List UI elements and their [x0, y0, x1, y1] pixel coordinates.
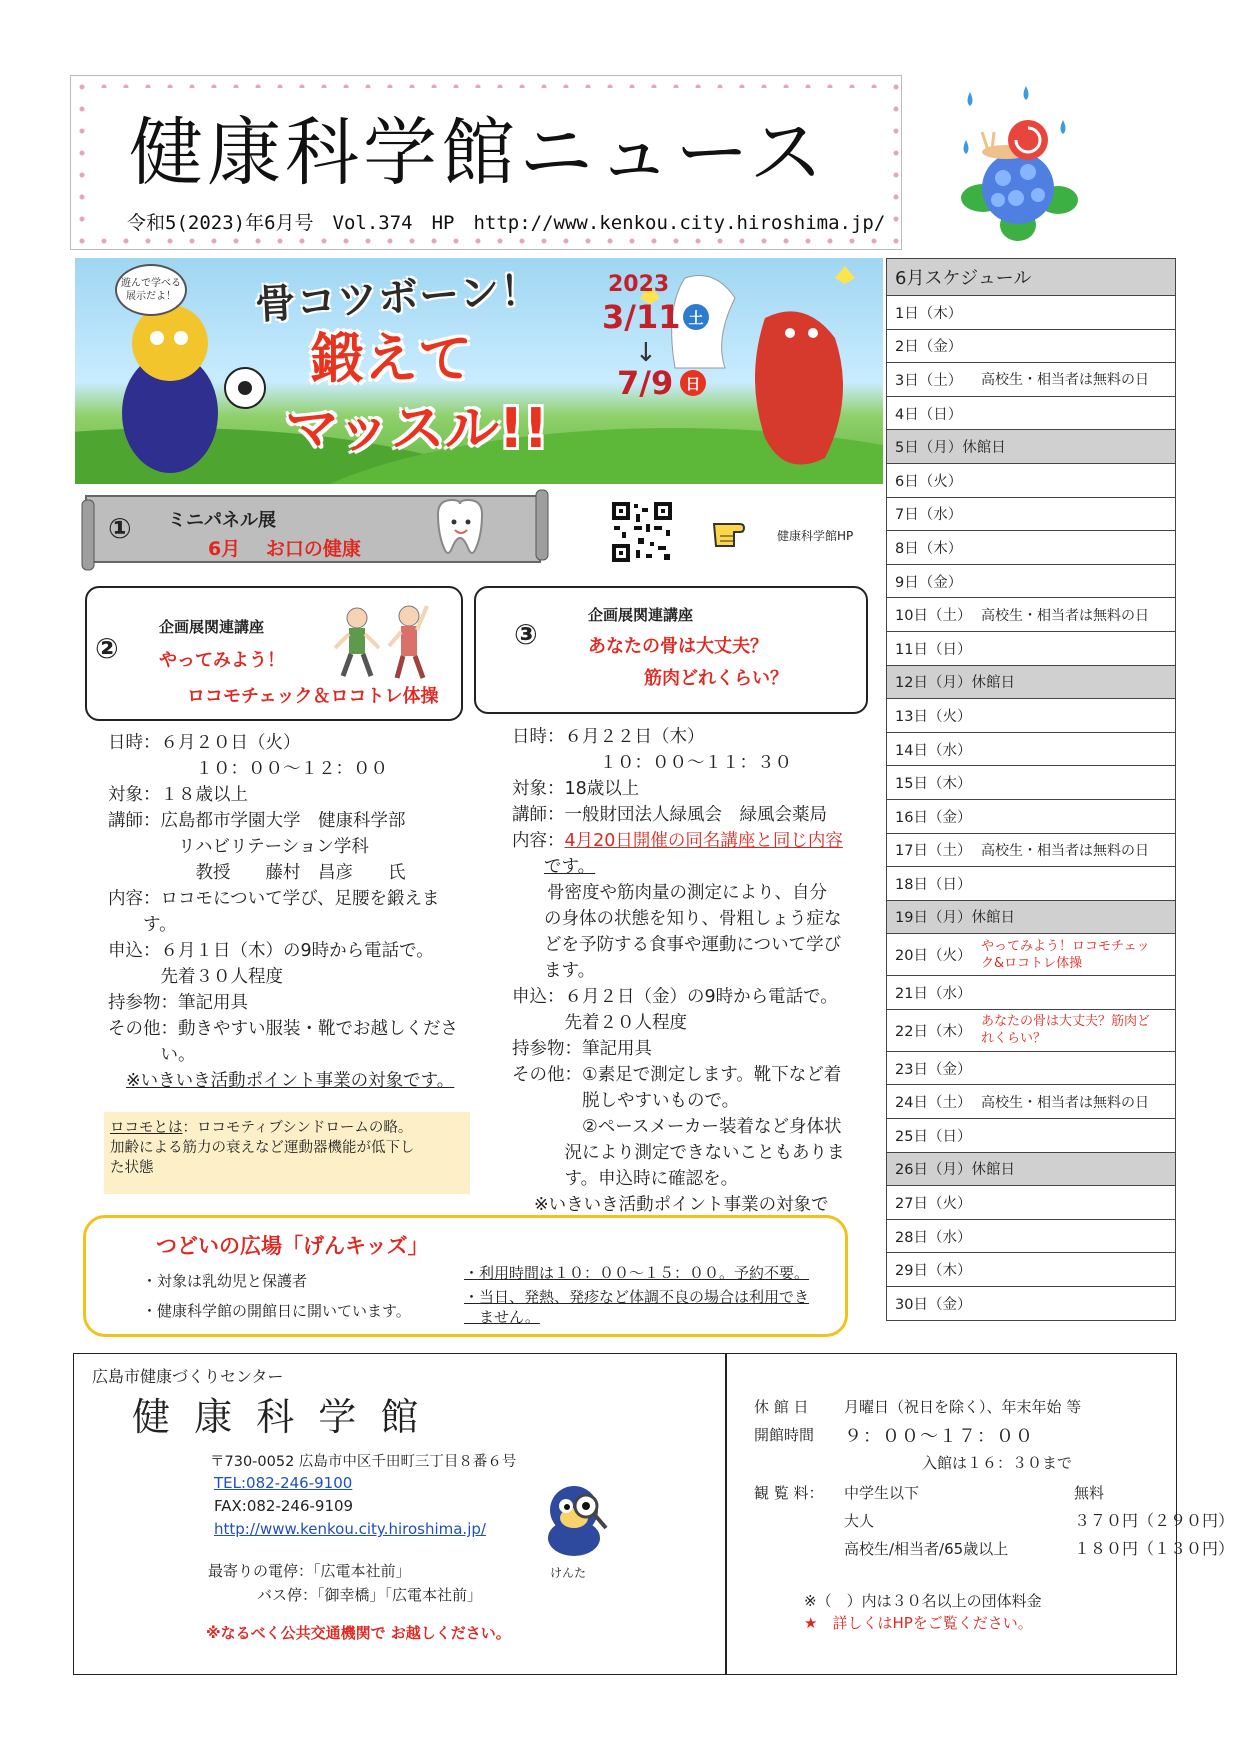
- section2-category: 企画展関連講座: [159, 618, 265, 636]
- schedule-row: [886, 733, 1176, 767]
- schedule-row: [886, 430, 1176, 464]
- schedule-row: [886, 598, 1176, 632]
- section2-title-2: ロコモチェック＆ロコトレ体操: [187, 686, 439, 707]
- exhibition-banner: [75, 258, 883, 484]
- section1-number: ①: [108, 512, 132, 545]
- banner-title-mid: 鍛えて: [310, 327, 472, 390]
- schedule-row: [886, 934, 1176, 976]
- header-frame: [70, 75, 902, 250]
- schedule-date: 4日（日）: [895, 406, 963, 423]
- schedule-row: [886, 1253, 1176, 1287]
- closed-days-label: 休 館 日: [754, 1398, 809, 1416]
- kids-info: ・当日、発熱、発疹など体調不良の場合は利用でき: [464, 1288, 810, 1306]
- fee-price: ３７０円（２９０円）: [1074, 1511, 1235, 1530]
- mascot-name: けんた: [550, 1566, 587, 1580]
- schedule-title: 6月スケジュール: [886, 258, 1176, 296]
- schedule-rows: [886, 296, 1176, 1321]
- transit-note: ※なるべく公共交通機関で お越しください。: [206, 1624, 511, 1642]
- exercising-seniors-icon: [327, 602, 437, 684]
- fee-label: 観 覧 料：: [754, 1484, 824, 1502]
- schedule-row: [886, 867, 1176, 901]
- schedule-row: [886, 1220, 1176, 1254]
- section2-number: ②: [95, 632, 119, 665]
- section3-line: １０：００～１１：３０: [512, 753, 792, 773]
- schedule-date: 2日（金）: [895, 339, 963, 356]
- group-fee-note: ※（ ）内は３０名以上の団体料金: [804, 1592, 1042, 1610]
- schedule-date: 20日（火）: [895, 948, 972, 965]
- schedule-row: [886, 1186, 1176, 1220]
- schedule-event: あなたの骨は大丈夫？筋肉どれくらい？: [981, 1014, 1151, 1047]
- tel-link[interactable]: TEL:082-246-9100: [214, 1474, 353, 1492]
- schedule-date: 26日（月）休館日: [895, 1162, 1015, 1179]
- schedule-date: 17日（土）: [895, 843, 972, 860]
- section2-point-note: ※いきいき活動ポイント事業の対象です。: [126, 1071, 455, 1091]
- banner-title-bottom: マッスル!!: [285, 397, 549, 460]
- schedule-row: [886, 976, 1176, 1010]
- schedule-date: 23日（金）: [895, 1061, 972, 1078]
- section2-line: 内容：ロコモについて学び、足腰を鍛えま: [108, 889, 440, 909]
- section3-line: ます。: [544, 961, 596, 981]
- closed-days-value: 月曜日（祝日を除く）、年末年始 等: [844, 1398, 1082, 1416]
- locomo-text: 加齢による筋力の衰えなど運動器機能が低下し: [110, 1140, 415, 1156]
- schedule-date: 24日（土）: [895, 1095, 972, 1112]
- fee-category: 高校生/相当者/65歳以上: [844, 1540, 1009, 1558]
- fee-price: 無料: [1074, 1484, 1105, 1502]
- website-link[interactable]: http://www.kenkou.city.hiroshima.jp/: [214, 1520, 486, 1538]
- fee-category: 大人: [844, 1512, 875, 1530]
- kids-title: つどいの広場「げんキッズ」: [156, 1234, 429, 1258]
- schedule-row: [886, 1052, 1176, 1086]
- section1-heading: ミニパネル展: [168, 510, 276, 531]
- arrow-down-icon: ↓: [635, 338, 657, 368]
- schedule-row: [886, 464, 1176, 498]
- speech-bubble: 遊んで学べる展示だよ！: [115, 264, 187, 316]
- schedule-date: 8日（木）: [895, 540, 963, 557]
- section2-line: い。: [108, 1045, 196, 1065]
- qr-code-icon[interactable]: [610, 500, 674, 564]
- schedule-date: 22日（木）: [895, 1023, 972, 1040]
- kids-info: ・健康科学館の開館日に開いています。: [142, 1302, 411, 1320]
- schedule-date: 30日（金）: [895, 1296, 972, 1313]
- schedule-row: [886, 330, 1176, 364]
- issue-info: 令和5(2023)年6月号 Vol.374 HP http://www.kenkou.city.hiroshima.jp/: [127, 212, 886, 234]
- schedule-date: 12日（月）休館日: [895, 675, 1015, 692]
- schedule-row: [886, 800, 1176, 834]
- opening-hours-label: 開館時間: [754, 1426, 815, 1444]
- newsletter-title: 健康科学館ニュース: [129, 110, 828, 196]
- fee-price: １８０円（１３０円）: [1074, 1539, 1235, 1558]
- schedule-date: 7日（水）: [895, 507, 963, 524]
- section3-line: 対象：18歳以上: [512, 779, 640, 799]
- section3-line: 骨密度や筋肉量の測定により、自分: [512, 883, 827, 903]
- schedule-row: [886, 699, 1176, 733]
- section3-line: 持参物：筆記用具: [512, 1039, 652, 1059]
- section2-line: 教授 藤村 昌彦 氏: [108, 863, 406, 883]
- section3-line: 講師：一般財団法人緑風会 緑風会薬局: [512, 805, 827, 825]
- schedule-row: [886, 766, 1176, 800]
- schedule-row: [886, 834, 1176, 868]
- banner-start-date: 3/11: [602, 298, 681, 336]
- section3-line: ②ペースメーカー装着など身体状: [512, 1117, 842, 1137]
- schedule-date: 29日（木）: [895, 1263, 972, 1280]
- schedule-row: [886, 1287, 1176, 1321]
- section2-title-1: やってみよう！: [159, 650, 285, 671]
- section3-header: [474, 586, 868, 714]
- june-schedule: [886, 258, 1176, 1321]
- section3-point-note: ※いきいき活動ポイント事業の対象で: [534, 1195, 829, 1215]
- section2-line: 先着３０人程度: [108, 967, 283, 987]
- schedule-date: 14日（水）: [895, 742, 972, 759]
- section3-title-2: 筋肉どれくらい？: [644, 668, 788, 689]
- banner-start-day: 土: [683, 304, 709, 330]
- section2-line: 申込：６月１日（木）の9時から電話で。: [108, 941, 434, 961]
- banner-end-day: 日: [680, 370, 706, 396]
- locomo-label: ロコモとは: [110, 1120, 183, 1136]
- locomo-text: た状態: [110, 1160, 154, 1176]
- section2-line: 持参物：筆記用具: [108, 993, 248, 1013]
- section3-content-red: 4月20日開催の同名講座と同じ内容: [564, 831, 843, 851]
- schedule-date: 28日（水）: [895, 1229, 972, 1246]
- section3-line: す。申込時に確認を。: [512, 1169, 739, 1189]
- schedule-date: 3日（土）: [895, 372, 963, 389]
- schedule-note: 高校生・相当者は無料の日: [981, 1094, 1149, 1111]
- tram-stop: 最寄りの電停：「広電本社前」: [208, 1562, 411, 1580]
- section3-body: [512, 724, 882, 1218]
- kids-info: ません。: [464, 1308, 540, 1326]
- locomo-definition: [104, 1112, 470, 1194]
- section3-line: その他：①素足で測定します。靴下など着: [512, 1065, 842, 1085]
- section1-subtitle: 6月 お口の健康: [208, 538, 361, 560]
- section2-line: 日時：６月２０日（火）: [108, 733, 301, 753]
- section3-number: ③: [514, 618, 538, 651]
- section2-header: [85, 586, 463, 721]
- schedule-note: 高校生・相当者は無料の日: [981, 372, 1149, 389]
- section2-body: [108, 730, 498, 1094]
- footer-divider: [725, 1354, 727, 1674]
- schedule-date: 15日（木）: [895, 776, 972, 793]
- snail-hydrangea-icon: [958, 80, 1078, 250]
- section2-line: リハビリテーション学科: [108, 837, 369, 857]
- address: 〒730-0052 広島市中区千田町三丁目８番６号: [210, 1454, 517, 1470]
- schedule-date: 9日（金）: [895, 574, 963, 591]
- section2-line: す。: [108, 915, 177, 935]
- schedule-row: [886, 531, 1176, 565]
- schedule-date: 1日（木）: [895, 305, 963, 322]
- banner-end-date: 7/9: [617, 364, 674, 402]
- schedule-note: 高校生・相当者は無料の日: [981, 842, 1149, 859]
- kids-plaza-box: [83, 1215, 848, 1337]
- section3-line: 況により測定できないこともありま: [512, 1143, 845, 1163]
- hp-link-label[interactable]: 健康科学館HP: [777, 529, 854, 543]
- section3-title-1: あなたの骨は大丈夫？: [588, 636, 768, 657]
- pointing-hand-icon: [712, 514, 758, 550]
- schedule-date: 27日（火）: [895, 1196, 972, 1213]
- section2-line: １０：００～１２：００: [108, 759, 388, 779]
- schedule-row: [886, 901, 1176, 935]
- schedule-date: 6日（火）: [895, 473, 963, 490]
- org-name: 健 康 科 学 館: [132, 1395, 425, 1439]
- mascot-icon: [534, 1478, 614, 1558]
- schedule-row: [886, 1153, 1176, 1187]
- section3-line: 脱しやすいもので。: [512, 1091, 740, 1111]
- schedule-row: [886, 666, 1176, 700]
- schedule-row: [886, 296, 1176, 330]
- schedule-row: [886, 1010, 1176, 1052]
- section3-category: 企画展関連講座: [588, 606, 694, 624]
- banner-year: 2023: [608, 272, 670, 297]
- schedule-event: やってみよう！ロコモチェック&ロコトレ体操: [981, 938, 1150, 971]
- schedule-note: 高校生・相当者は無料の日: [981, 607, 1149, 624]
- section2-line: その他：動きやすい服装・靴でお越しくださ: [108, 1019, 458, 1039]
- fee-category: 中学生以下: [844, 1484, 920, 1502]
- schedule-date: 13日（火）: [895, 708, 972, 725]
- schedule-row: [886, 363, 1176, 397]
- schedule-row: [886, 565, 1176, 599]
- bus-stop: バス停：「御幸橋」「広電本社前」: [257, 1586, 483, 1604]
- section3-content-label: 内容：: [512, 831, 565, 851]
- section3-line: 申込：６月２日（金）の9時から電話で。: [512, 987, 838, 1007]
- schedule-row: [886, 498, 1176, 532]
- schedule-date: 5日（月）休館日: [895, 440, 1006, 457]
- opening-hours-value: ９：００～１７：００: [844, 1426, 1034, 1447]
- section3-line: どを予防する食事や運動について学び: [544, 935, 842, 955]
- section3-line: の身体の状態を知り、骨粗しょう症な: [544, 909, 842, 929]
- schedule-date: 21日（水）: [895, 986, 972, 1003]
- hp-note: ★ 詳しくはHPをご覧ください。: [804, 1614, 1033, 1632]
- section3-content-red: です。: [544, 857, 596, 877]
- schedule-date: 16日（金）: [895, 809, 972, 826]
- footer-info: [73, 1353, 1235, 1675]
- section2-line: 講師：広島都市学園大学 健康科学部: [108, 811, 406, 831]
- schedule-date: 19日（月）休館日: [895, 910, 1015, 927]
- org-subtitle: 広島市健康づくりセンター: [92, 1367, 284, 1386]
- schedule-date: 25日（日）: [895, 1128, 972, 1145]
- schedule-row: [886, 397, 1176, 431]
- kids-info: ・対象は乳幼児と保護者: [142, 1272, 308, 1290]
- tooth-icon: [430, 496, 490, 566]
- last-entry: 入館は１６：３０まで: [922, 1454, 1073, 1472]
- section2-line: 対象：１８歳以上: [108, 785, 248, 805]
- schedule-date: 10日（土）: [895, 608, 972, 625]
- schedule-row: [886, 1119, 1176, 1153]
- kids-info: ・利用時間は１０：００～１５：００。予約不要。: [464, 1264, 810, 1282]
- schedule-date: 18日（日）: [895, 876, 972, 893]
- locomo-text: ：ロコモティブシンドロームの略。: [182, 1120, 413, 1136]
- schedule-date: 11日（日）: [895, 641, 972, 658]
- schedule-row: [886, 632, 1176, 666]
- section1-scroll: [80, 488, 550, 576]
- fax: FAX:082-246-9109: [214, 1497, 354, 1515]
- section3-line: 日時：６月２２日（木）: [512, 727, 705, 747]
- banner-title-top: 骨コツボーン！: [254, 267, 543, 329]
- section3-line: 先着２０人程度: [512, 1013, 687, 1033]
- schedule-row: [886, 1085, 1176, 1119]
